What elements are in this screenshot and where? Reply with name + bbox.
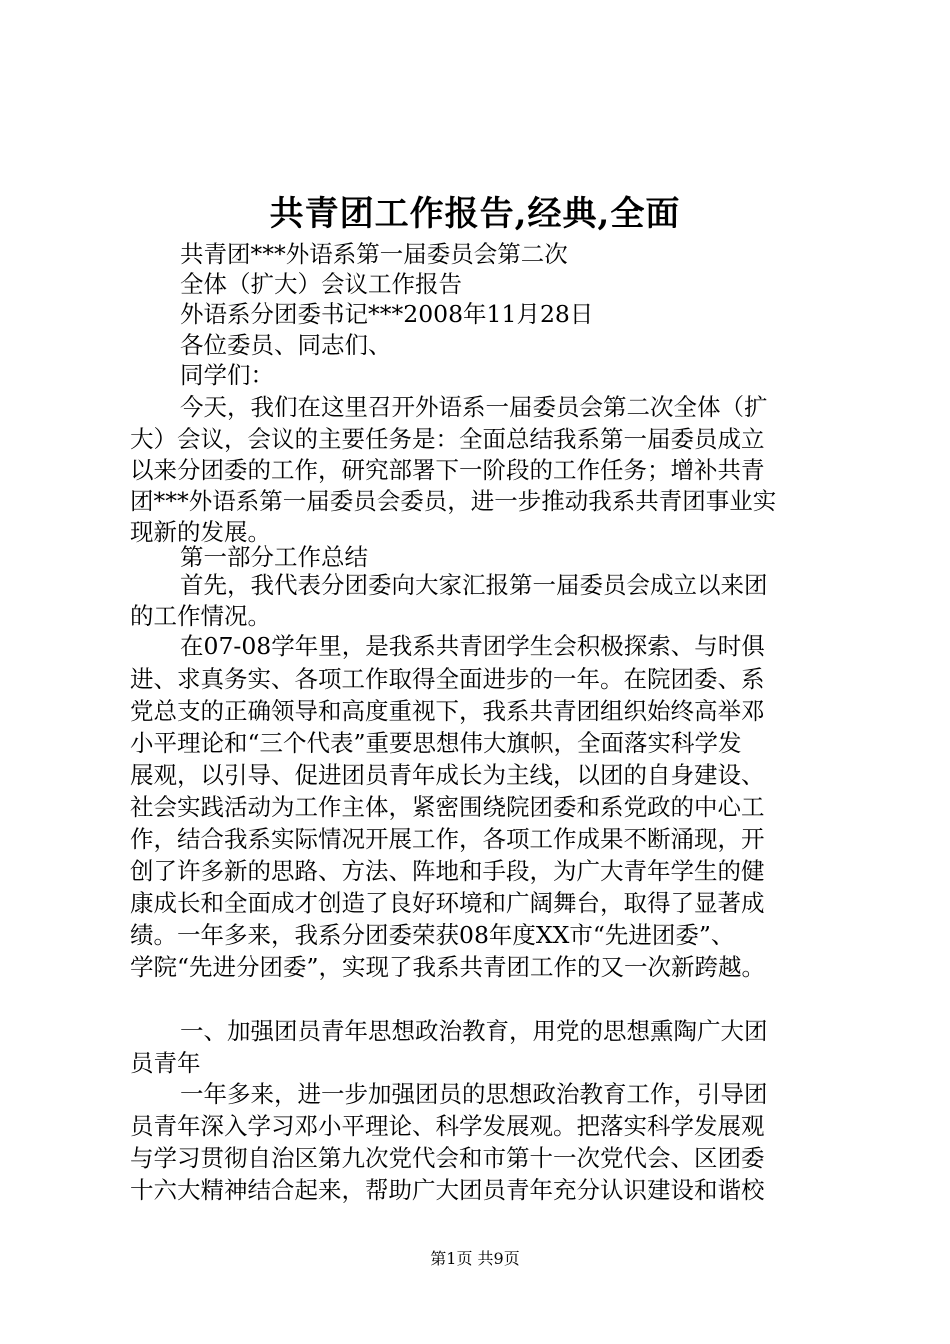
document-title: 共青团工作报告,经典,全面 bbox=[269, 194, 681, 234]
text-line: 共青团***外语系第一届委员会第二次 bbox=[180, 240, 568, 268]
text-line: 学院“先进分团委”，实现了我系共青团工作的又一次新跨越。 bbox=[130, 953, 766, 981]
text-line: 十六大精神结合起来，帮助广大团员青年充分认识建设和谐校 bbox=[130, 1176, 765, 1204]
section-heading: 员青年 bbox=[130, 1049, 201, 1077]
text-line: 展观，以引导、促进团员青年成长为主线，以团的自身建设、 bbox=[130, 761, 765, 789]
text-line: 一年多来，进一步加强团员的思想政治教育工作，引导团 bbox=[180, 1080, 768, 1108]
text-line: 党总支的正确领导和高度重视下，我系共青团组织始终高举邓 bbox=[130, 697, 765, 725]
text-line: 康成长和全面成才创造了良好环境和广阔舞台，取得了显著成 bbox=[130, 889, 765, 917]
text-line: 团***外语系第一届委员会委员，进一步推动我系共青团事业实 bbox=[130, 487, 777, 515]
text-line: 的工作情况。 bbox=[130, 602, 271, 630]
text-line: 同学们： bbox=[180, 361, 274, 389]
text-line: 外语系分团委书记***2008年11月28日 bbox=[180, 300, 594, 328]
text-line: 小平理论和“三个代表”重要思想伟大旗帜，全面落实科学发 bbox=[130, 729, 742, 757]
text-line: 全体（扩大）会议工作报告 bbox=[180, 270, 462, 298]
text-line: 作，结合我系实际情况开展工作，各项工作成果不断涌现，开 bbox=[130, 825, 765, 853]
text-line: 与学习贯彻自治区第九次党代会和市第十一次党代会、区团委 bbox=[130, 1144, 765, 1172]
text-line: 首先，我代表分团委向大家汇报第一届委员会成立以来团 bbox=[180, 571, 768, 599]
text-line: 绩。一年多来，我系分团委荣获08年度XX市“先进团委”、 bbox=[130, 921, 735, 949]
text-line: 以来分团委的工作，研究部署下一阶段的工作任务；增补共青 bbox=[130, 456, 765, 484]
text-line: 进、求真务实、各项工作取得全面进步的一年。在院团委、系 bbox=[130, 665, 765, 693]
text-line: 在07-08学年里，是我系共青团学生会积极探索、与时俱 bbox=[180, 632, 765, 660]
section-heading: 第一部分工作总结 bbox=[180, 543, 368, 571]
section-heading: 一、加强团员青年思想政治教育，用党的思想熏陶广大团 bbox=[180, 1017, 768, 1045]
text-line: 各位委员、同志们、 bbox=[180, 331, 392, 359]
text-line: 今天，我们在这里召开外语系一届委员会第二次全体（扩 bbox=[180, 393, 768, 421]
text-line: 大）会议，会议的主要任务是：全面总结我系第一届委员成立 bbox=[130, 425, 765, 453]
text-line: 创了许多新的思路、方法、阵地和手段，为广大青年学生的健 bbox=[130, 857, 765, 885]
page-number-footer: 第1页 共9页 bbox=[430, 1249, 520, 1268]
text-line: 社会实践活动为工作主体，紧密围绕院团委和系党政的中心工 bbox=[130, 793, 765, 821]
text-line: 现新的发展。 bbox=[130, 518, 271, 546]
text-line: 员青年深入学习邓小平理论、科学发展观。把落实科学发展观 bbox=[130, 1112, 765, 1140]
